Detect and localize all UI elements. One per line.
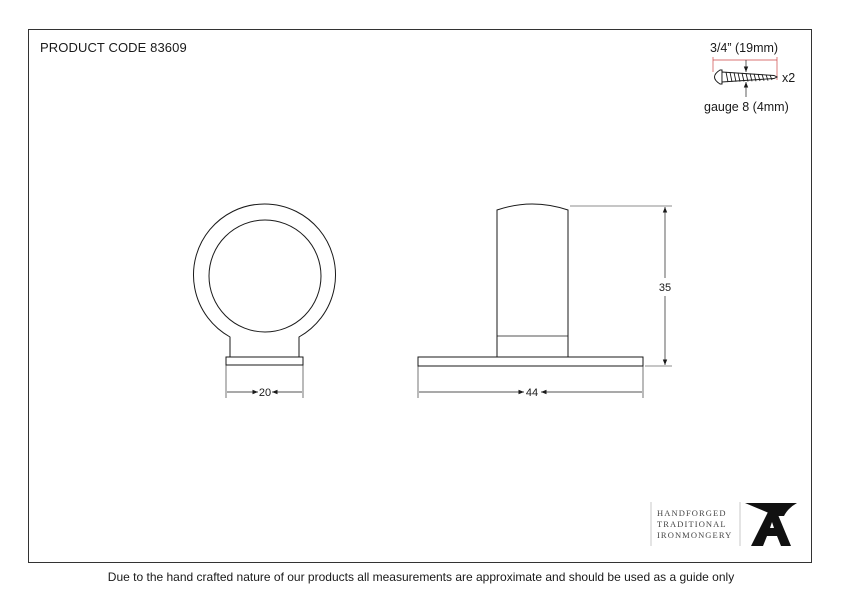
logo-line-3: IRONMONGERY: [657, 530, 733, 540]
front-width-dimension: 20: [258, 387, 272, 399]
front-view-base-plate: [226, 357, 303, 365]
side-width-dimension: 44: [525, 387, 539, 399]
screw-length-label: 3/4” (19mm): [710, 41, 779, 55]
logo-line-2: TRADITIONAL: [657, 519, 727, 529]
disclaimer-footer: Due to the hand crafted nature of our products all measurements are approximate and should be used as a guide only: [107, 570, 735, 584]
screw-icon: [715, 70, 778, 84]
side-view-post: [497, 204, 568, 357]
screw-quantity: x2: [782, 71, 796, 85]
product-code: PRODUCT CODE 83609: [40, 40, 187, 55]
logo-line-1: HANDFORGED: [657, 508, 727, 518]
front-view-ring-outer: [194, 204, 336, 357]
side-view-base-plate: [418, 357, 643, 366]
brand-logo: [651, 502, 797, 546]
side-view: [418, 204, 672, 398]
front-view: [194, 204, 336, 398]
anvil-a-icon: [745, 503, 797, 546]
height-dimension: 35: [658, 282, 672, 294]
screw-spec: [704, 41, 795, 114]
screw-gauge-label: gauge 8 (4mm): [704, 100, 789, 114]
